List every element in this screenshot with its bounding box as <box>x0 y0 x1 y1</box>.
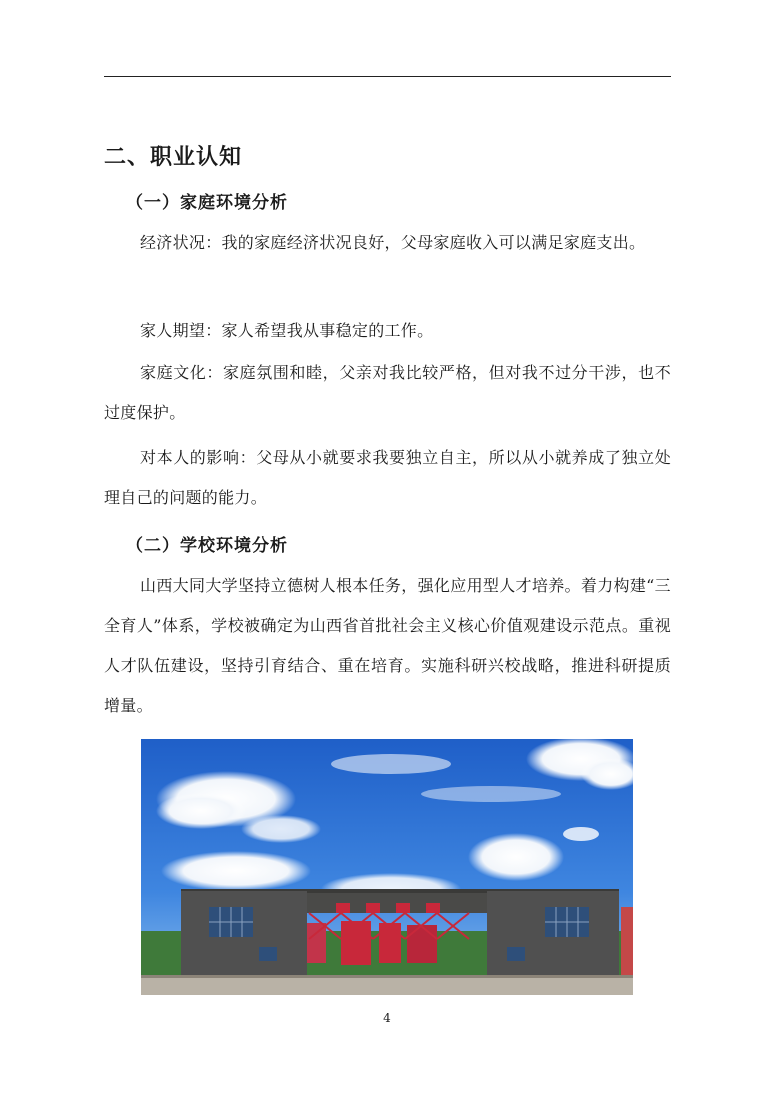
paragraph-school: 山西大同大学坚持立德树人根本任务，强化应用型人才培养。着力构建“三全育人”体系，学校被确定为山西省首批社会主义核心价值观建设示范点。重视人才队伍建设，坚持引育结合、重在培育。实施科研兴校战略，推进科研提质增量。 <box>104 576 671 715</box>
section-title: 二、职业认知 <box>104 145 243 170</box>
header-rule <box>104 76 671 77</box>
subsection-title-school: （二）学校环境分析 <box>126 536 288 556</box>
page-number: 4 <box>383 1011 391 1025</box>
campus-gate-photo <box>141 739 633 995</box>
paragraph-family-culture: 家庭文化：家庭氛围和睦，父亲对我比较严格，但对我不过分干涉，也不过度保护。 <box>104 363 671 422</box>
subsection-title-family: （一）家庭环境分析 <box>126 193 288 213</box>
paragraph-economy: 经济状况：我的家庭经济状况良好，父母家庭收入可以满足家庭支出。 <box>140 233 646 252</box>
paragraph-expectation: 家人期望：家人希望我从事稳定的工作。 <box>140 321 434 340</box>
paragraph-influence: 对本人的影响：父母从小就要求我要独立自主，所以从小就养成了独立处理自己的问题的能力。 <box>104 448 671 507</box>
